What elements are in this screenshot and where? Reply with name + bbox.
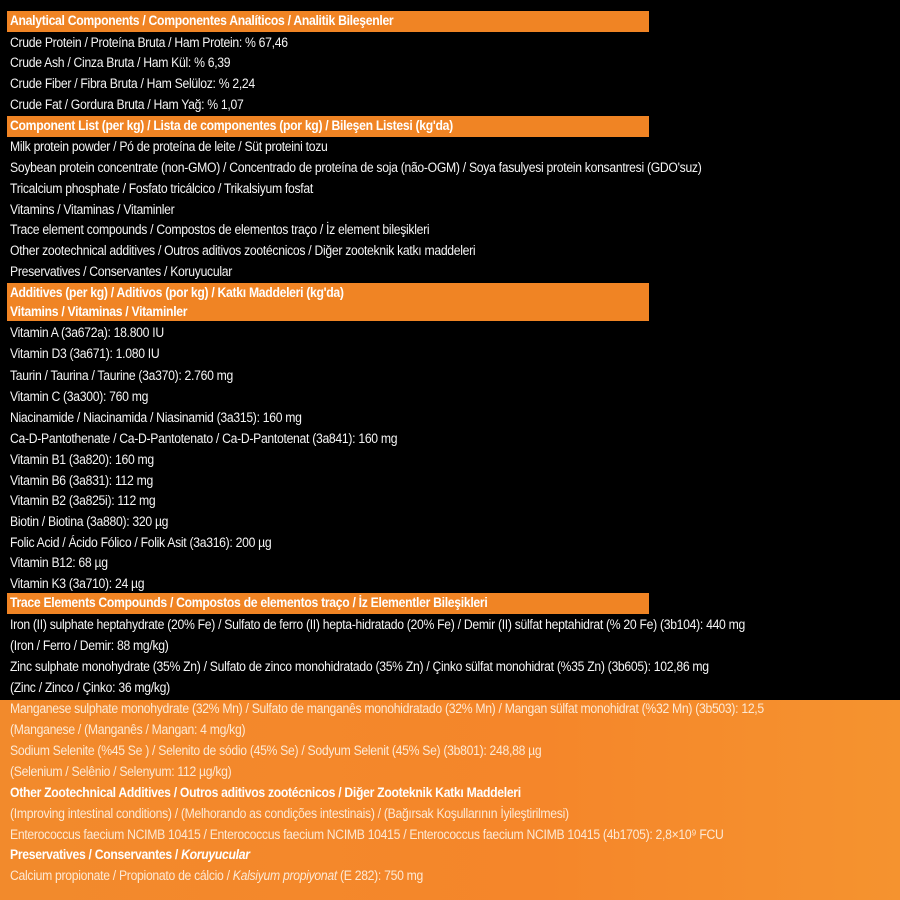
zootechnical-header: Other Zootechnical Additives / Outros aditivos zootécnicos / Diğer Zooteknik Katkı Maddeleri xyxy=(10,785,521,801)
vitamin-line: Vitamin C (3a300): 760 mg xyxy=(10,389,149,405)
component-line: Milk protein powder / Pó de proteína de leite / Süt proteini tozu xyxy=(10,139,328,155)
component-line: Preservatives / Conservantes / Koruyucular xyxy=(10,264,233,280)
component-line: Other zootechnical additives / Outros aditivos zootécnicos / Diğer zooteknik katkı maddeleri xyxy=(10,243,476,259)
components-header: Component List (per kg) / Lista de componentes (por kg) / Bileşen Listesi (kg'da) xyxy=(10,118,453,134)
preservative-line xyxy=(10,866,423,887)
analytical-line: Crude Protein / Proteína Bruta / Ham Protein: % 67,46 xyxy=(10,35,288,51)
vitamin-line: Niacinamide / Niacinamida / Niasinamid (3a315): 160 mg xyxy=(10,410,302,426)
component-line: Trace element compounds / Compostos de elementos traço / İz element bileşikleri xyxy=(10,222,430,238)
vitamin-line: Vitamin B1 (3a820): 160 mg xyxy=(10,452,154,468)
additives-header: Additives (per kg) / Aditivos (por kg) / Katkı Maddeleri (kg'da) xyxy=(10,285,344,301)
component-line: Soybean protein concentrate (non-GMO) / Concentrado de proteína de soja (não-OGM) / Soya fasulyesi protein konsantresi (GDO'suz) xyxy=(10,160,702,176)
preservative-line-italic: Kalsiyum propiyonat xyxy=(232,868,337,884)
vitamin-line: Vitamin B6 (3a831): 112 mg xyxy=(10,473,153,489)
preservatives-header-plain: Preservatives / Conservantes / xyxy=(10,847,182,863)
trace-line: Manganese sulphate monohydrate (32% Mn) / Sulfato de manganês monohidratado (32% Mn) / Mangan sülfat monohidrat (%32 Mn) (3b503): 12,5 xyxy=(10,701,764,717)
preservative-line-tail: (E 282): 750 mg xyxy=(336,868,424,884)
analytical-line: Crude Fiber / Fibra Bruta / Ham Selüloz: % 2,24 xyxy=(10,76,255,92)
vitamin-line: Ca-D-Pantothenate / Ca-D-Pantotenato / Ca-D-Pantotenat (3a841): 160 mg xyxy=(10,431,398,447)
trace-line: (Manganese / (Manganês / Mangan: 4 mg/kg) xyxy=(10,722,246,738)
vitamin-line: Biotin / Biotina (3a880): 320 µg xyxy=(10,514,169,530)
trace-line: Zinc sulphate monohydrate (35% Zn) / Sulfato de zinco monohidratado (35% Zn) / Çinko sülfat monohidrat (%35 Zn) (3b605): 102,86 mg xyxy=(10,659,709,675)
trace-header: Trace Elements Compounds / Compostos de elementos traço / İz Elementler Bileşikleri xyxy=(10,595,488,611)
zootechnical-line: Enterococcus faecium NCIMB 10415 / Enterococcus faecium NCIMB 10415 / Enterococcus faecium NCIMB 10415 (4b1705): 2,8×10⁹ FCU xyxy=(10,827,724,843)
trace-line: (Iron / Ferro / Demir: 88 mg/kg) xyxy=(10,638,169,654)
zootechnical-line: (Improving intestinal conditions) / (Melhorando as condições intestinais) / (Bağırsak Koşullarının İyileştirilmesi) xyxy=(10,806,569,822)
analytical-header: Analytical Components / Componentes Analíticos / Analitik Bileşenler xyxy=(10,13,394,29)
analytical-line: Crude Fat / Gordura Bruta / Ham Yağ: % 1,07 xyxy=(10,97,244,113)
trace-line: (Zinc / Zinco / Çinko: 36 mg/kg) xyxy=(10,680,170,696)
trace-line: Iron (II) sulphate heptahydrate (20% Fe) / Sulfato de ferro (II) hepta-hidratado (20% Fe) / Demir (II) sülfat heptahidrat (% 20 Fe) (3b104): 440 mg xyxy=(10,617,745,633)
preservatives-header xyxy=(10,845,250,866)
vitamin-line: Vitamin D3 (3a671): 1.080 IU xyxy=(10,346,160,362)
preservative-line-plain: Calcium propionate / Propionato de cálcio / xyxy=(10,868,233,884)
vitamins-subheader: Vitamins / Vitaminas / Vitaminler xyxy=(10,304,188,320)
trace-line: Sodium Selenite (%45 Se ) / Selenito de sódio (45% Se) / Sodyum Selenit (45% Se) (3b801): 248,88 µg xyxy=(10,743,542,759)
analytical-line: Crude Ash / Cinza Bruta / Ham Kül: % 6,39 xyxy=(10,55,231,71)
vitamin-line: Vitamin B12: 68 µg xyxy=(10,555,108,571)
component-line: Vitamins / Vitaminas / Vitaminler xyxy=(10,202,175,218)
vitamin-line: Vitamin A (3a672a): 18.800 IU xyxy=(10,325,164,341)
vitamin-line: Folic Acid / Ácido Fólico / Folik Asit (3a316): 200 µg xyxy=(10,535,272,551)
vitamin-line: Taurin / Taurina / Taurine (3a370): 2.760 mg xyxy=(10,368,234,384)
trace-line: (Selenium / Selênio / Selenyum: 112 µg/kg) xyxy=(10,764,232,780)
vitamin-line: Vitamin K3 (3a710): 24 µg xyxy=(10,576,145,592)
vitamin-line: Vitamin B2 (3a825i): 112 mg xyxy=(10,493,156,509)
preservatives-header-italic: Koruyucular xyxy=(181,847,250,863)
component-line: Tricalcium phosphate / Fosfato tricálcico / Trikalsiyum fosfat xyxy=(10,181,313,197)
